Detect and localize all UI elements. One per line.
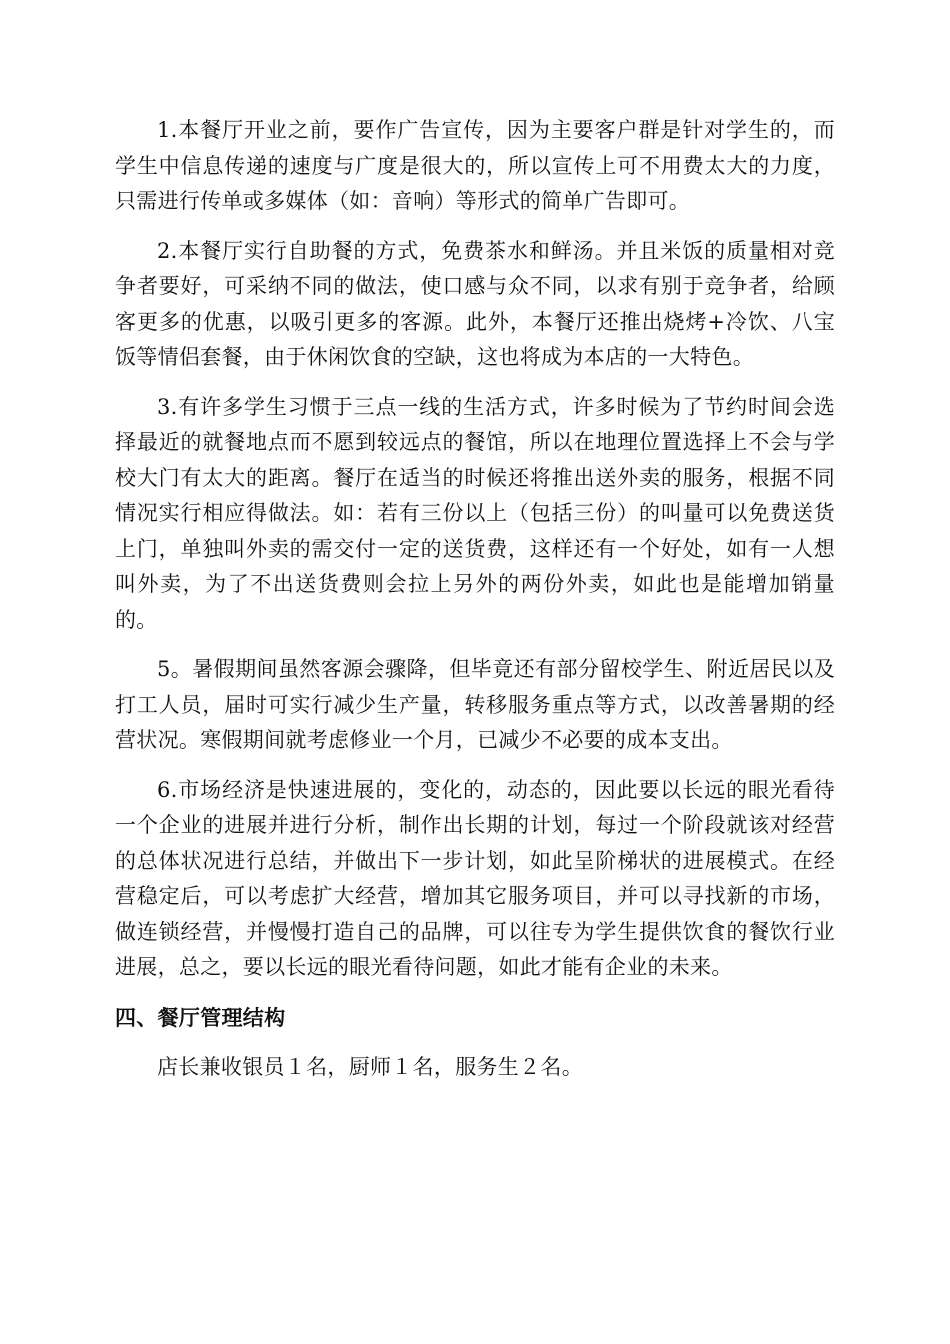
paragraph-long-term: 6.市场经济是快速进展的，变化的，动态的，因此要以长远的眼光看待一个企业的进展并进行分析，制作出长期的计划，每过一个阶段就该对经营的总体状况进行总结，并做出下一步计划，如此呈阶梯状的进展模式。在经营稳定后，可以考虑扩大经营，增加其它服务项目，并可以寻找新的市场，做连锁经营，并慢慢打造自己的品牌，可以往专为学生提供饮食的餐饮行业进展，总之，要以长远的眼光看待问题，如此才能有企业的未来。 [115, 777, 835, 979]
document-content [115, 113, 835, 1099]
paragraph-buffet: 2.本餐厅实行自助餐的方式，免费茶水和鲜汤。并且米饭的质量相对竞争者要好，可采纳不同的做法，使口感与众不同，以求有别于竞争者，给顾客更多的优惠，以吸引更多的客源。此外，本餐厅还推出烧烤+冷饮、八宝饭等情侣套餐，由于休闲饮食的空缺，这也将成为本店的一大特色。 [115, 238, 835, 369]
paragraph-advertising: 1.本餐厅开业之前，要作广告宣传，因为主要客户群是针对学生的，而学生中信息传递的速度与广度是很大的，所以宣传上可不用费太大的力度，只需进行传单或多媒体（如：音响）等形式的简单广告即可。 [115, 118, 835, 213]
paragraph-holidays: 5。暑假期间虽然客源会骤降，但毕竟还有部分留校学生、附近居民以及打工人员，届时可实行减少生产量，转移服务重点等方式，以改善暑期的经营状况。寒假期间就考虑修业一个月，已减少不必要的成本支出。 [115, 657, 835, 752]
section-heading: 四、餐厅管理结构 [115, 1005, 286, 1030]
paragraph-location-delivery: 3.有许多学生习惯于三点一线的生活方式，许多时候为了节约时间会选择最近的就餐地点而不愿到较远点的餐馆，所以在地理位置选择上不会与学校大门有太大的距离。餐厅在适当的时候还将推出送外卖的服务，根据不同情况实行相应得做法。如：若有三份以上（包括三份）的叫量可以免费送货上门，单独叫外卖的需交付一定的送货费，这样还有一个好处，如有一人想叫外卖，为了不出送货费则会拉上另外的两份外卖，如此也是能增加销量的。 [115, 394, 835, 632]
section-body: 店长兼收银员１名，厨师１名，服务生２名。 [157, 1054, 583, 1079]
